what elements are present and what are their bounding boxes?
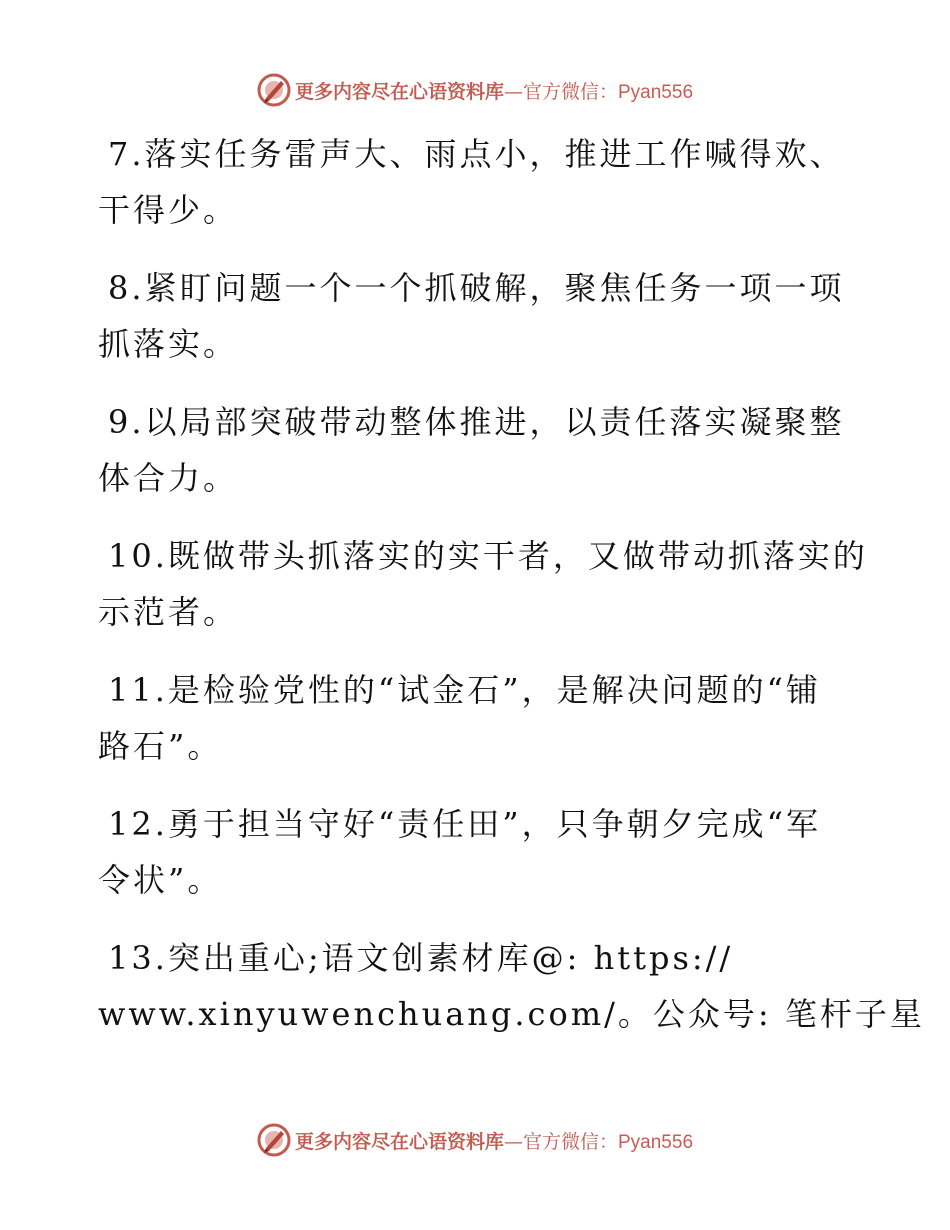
pen-logo-icon [257, 1123, 291, 1157]
list-item-line1: 10.既做带头抓落实的实干者，又做带动抓落实的 [108, 537, 868, 575]
list-item [98, 126, 858, 238]
footer-banner-dash: — [503, 1130, 523, 1153]
document-body [98, 126, 925, 1064]
header-banner-id: Pyan556 [618, 81, 694, 103]
list-item-line2: 体合力。 [98, 459, 239, 497]
header-banner-dash: — [503, 80, 523, 103]
list-item [98, 260, 858, 372]
list-item-line2: 示范者。 [98, 593, 239, 631]
list-item-line2: 令状”。 [98, 861, 223, 899]
list-item [98, 796, 858, 908]
list-item-line2: 路石”。 [98, 727, 223, 765]
header-banner [0, 72, 950, 108]
list-item-line1: 11.是检验党性的“试金石”，是解决问题的“铺 [108, 671, 821, 709]
list-item [98, 930, 925, 1042]
list-item-line1: 7.落实任务雷声大、雨点小，推进工作喊得欢、 [108, 135, 845, 173]
footer-banner-wechat: 官方微信： [522, 1130, 618, 1153]
list-item [98, 662, 858, 774]
header-banner-wechat: 官方微信： [522, 80, 618, 103]
list-item [98, 528, 868, 640]
list-item [98, 394, 858, 506]
pen-logo-icon [257, 73, 291, 107]
header-banner-text [295, 77, 693, 104]
header-banner-cn: 更多内容尽在心语资料库 [294, 80, 504, 103]
footer-banner-cn: 更多内容尽在心语资料库 [294, 1130, 504, 1153]
list-item-line1: 13.突出重心;语文创素材库@: https:// [108, 939, 734, 977]
footer-banner [0, 1122, 950, 1158]
list-item-line1: 9.以局部突破带动整体推进，以责任落实凝聚整 [108, 403, 845, 441]
list-item-line2: 干得少。 [98, 191, 239, 229]
list-item-line1: 12.勇于担当守好“责任田”，只争朝夕完成“军 [108, 805, 821, 843]
footer-banner-id: Pyan556 [618, 1131, 694, 1153]
footer-banner-text [295, 1127, 693, 1154]
list-item-line2: www.xinyuwenchuang.com/。公众号: 笔杆子星 [98, 995, 925, 1033]
list-item-line2: 抓落实。 [98, 325, 239, 363]
list-item-line1: 8.紧盯问题一个一个抓破解，聚焦任务一项一项 [108, 269, 845, 307]
